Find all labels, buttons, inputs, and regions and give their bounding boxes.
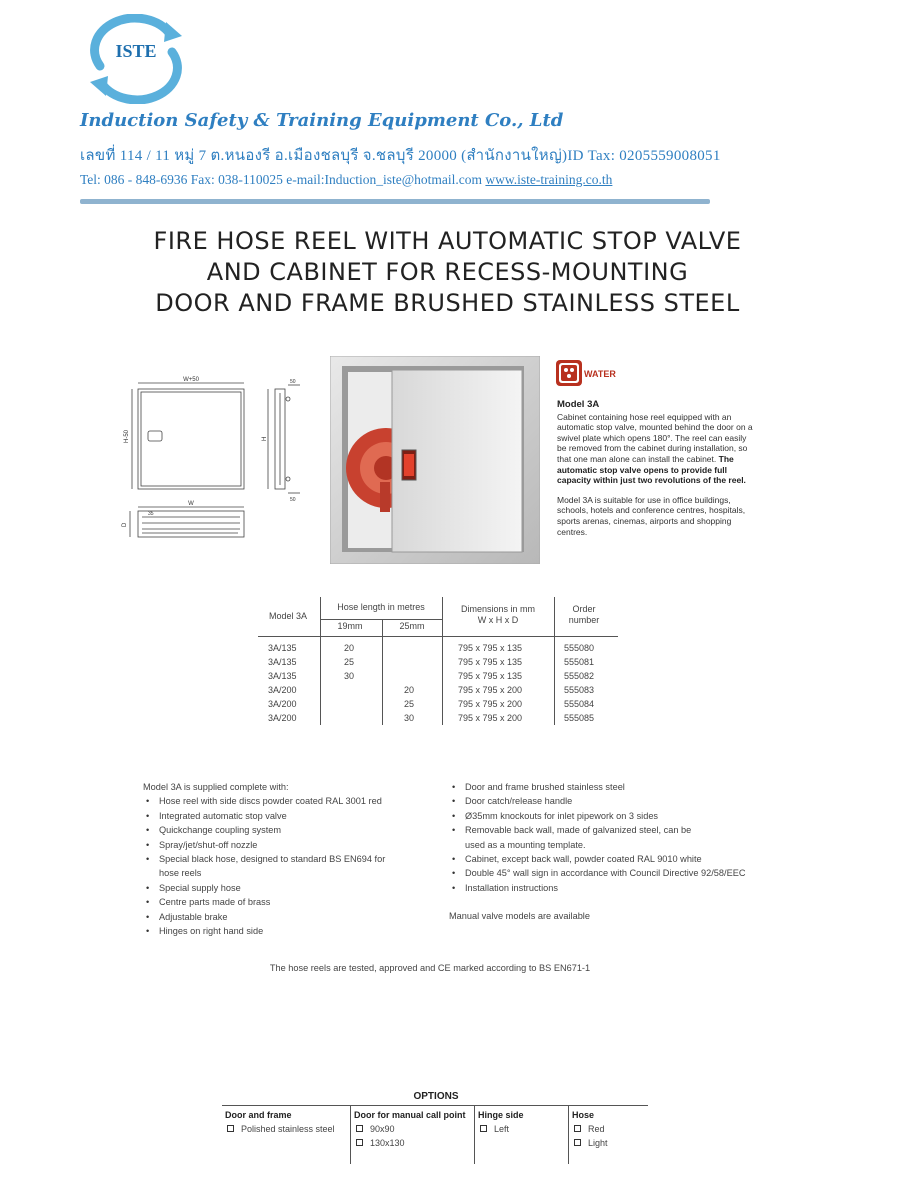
options-title: OPTIONS (413, 1091, 459, 1102)
list-item: • Cabinet, except back wall, powder coated RAL 9010 white (449, 852, 769, 866)
header-25mm: 25mm (399, 621, 425, 631)
document-title (60, 226, 835, 319)
description-text: Cabinet containing hose reel equipped with an automatic stop valve, mounted behind the door on a swivel plate which opens 180°. The reel can easily be removed from the cabinet during installation, so that one man alone can install the cabinet. (557, 411, 753, 464)
option-column-hose (568, 1106, 648, 1164)
contact-details: Tel: 086 - 848-6936 Fax: 038-110025 e-mail:Induction_iste@hotmail.com (80, 172, 486, 187)
header-model: Model 3A (268, 611, 308, 621)
checkbox-icon[interactable] (356, 1139, 363, 1146)
website-link[interactable]: www.iste-training.co.th (485, 172, 613, 187)
list-item: • Door catch/release handle (449, 794, 769, 808)
option-red-hose[interactable]: Red (572, 1122, 645, 1136)
option-column-door-frame (222, 1106, 350, 1164)
list-item: • Door and frame brushed stainless steel (449, 780, 769, 794)
description-paragraph-2: Model 3A is suitable for use in office buildings, schools, hotels and conference centres, hospitals, sports arenas, cinemas, airports and shopping centres. (557, 494, 746, 537)
description-highlight: The automatic stop valve opens to provide full capacity within just two revolutions of the reel. (557, 453, 746, 486)
drawing-label-w50: W+50 (183, 377, 199, 383)
drawing-label-w: W (188, 501, 194, 507)
spec-table-header (258, 597, 618, 637)
list-item: • Hose reel with side discs powder coated RAL 3001 red (143, 794, 433, 808)
option-130x130[interactable]: 130x130 (354, 1136, 471, 1150)
certification-note: The hose reels are tested, approved and CE marked according to BS EN671-1 (269, 963, 591, 973)
option-polished-stainless[interactable]: Polished stainless steel (225, 1122, 347, 1136)
table-row: 3A/200 20 795 x 795 x 200 555083 (268, 685, 595, 695)
header-hose-length: Hose length in metres (337, 602, 425, 612)
option-light-hose[interactable]: Light (572, 1136, 645, 1150)
drawing-label-50-bottom: 50 (290, 497, 296, 503)
drawing-label-h50: H-50 (124, 429, 130, 443)
checkbox-icon[interactable] (574, 1139, 581, 1146)
drawing-label-d: D (122, 522, 128, 527)
table-row: 3A/200 30 795 x 795 x 200 555085 (268, 713, 595, 723)
water-drop-icon (564, 368, 568, 372)
product-description (557, 400, 757, 546)
table-row: 3A/135 20 795 x 795 x 135 555080 (268, 643, 595, 653)
list-item: • Removable back wall, made of galvanized steel, can be used as a mounting template. (449, 823, 699, 852)
company-name: Induction Safety & Training Equipment Co., Ltd (80, 110, 564, 131)
option-column-hinge-side (474, 1106, 568, 1164)
option-left-hinge[interactable]: Left (478, 1122, 565, 1136)
header-order-sub: number (568, 615, 600, 625)
spec-table (258, 597, 618, 725)
manual-valve-note: Manual valve models are available (449, 911, 590, 922)
water-badge-text: WATER (584, 369, 616, 379)
technical-drawing (118, 375, 318, 550)
features-list-left (143, 794, 433, 938)
iste-logo (78, 14, 194, 104)
list-item: • Ø35mm knockouts for inlet pipework on 3 sides (449, 809, 769, 823)
list-item: • Special black hose, designed to standard BS EN694 for hose reels (143, 852, 393, 881)
features-right (449, 780, 769, 924)
features-list-right (449, 780, 769, 895)
water-badge (556, 358, 628, 388)
option-90x90[interactable]: 90x90 (354, 1122, 471, 1136)
logo-text: ISTE (115, 41, 157, 61)
features-intro: Model 3A is supplied complete with: (143, 782, 289, 792)
product-photo (330, 356, 540, 564)
title-line-1: FIRE HOSE REEL WITH AUTOMATIC STOP VALVE (153, 227, 742, 255)
drawing-label-35: 35 (148, 511, 154, 517)
list-item: • Special supply hose (143, 881, 433, 895)
company-contact (80, 172, 612, 188)
option-heading: Door for manual call point (354, 1110, 466, 1120)
title-line-2: AND CABINET FOR RECESS-MOUNTING (206, 258, 689, 286)
option-heading: Hose (572, 1110, 595, 1120)
list-item: • Adjustable brake (143, 910, 433, 924)
title-line-3: DOOR AND FRAME BRUSHED STAINLESS STEEL (155, 289, 740, 317)
header-order: Order (572, 604, 596, 614)
options-grid (222, 1105, 648, 1163)
option-column-door-call-point (350, 1106, 474, 1164)
company-address: เลขที่ 114 / 11 หมู่ 7 ต.หนองรี อ.เมืองชลบุรี จ.ชลบุรี 20000 (สำนักงานใหญ่)ID Tax: 0205559008051 (80, 148, 721, 164)
header-dimensions: Dimensions in mm (460, 604, 536, 614)
option-heading: Door and frame (225, 1110, 292, 1120)
list-item: • Hinges on right hand side (143, 924, 433, 938)
option-heading: Hinge side (478, 1110, 524, 1120)
model-heading: Model 3A (557, 399, 600, 410)
checkbox-icon[interactable] (356, 1125, 363, 1132)
list-item: • Quickchange coupling system (143, 823, 433, 837)
table-row: 3A/135 30 795 x 795 x 135 555082 (268, 671, 595, 681)
table-row: 3A/200 25 795 x 795 x 200 555084 (268, 699, 595, 709)
drawing-label-h: H (262, 436, 268, 441)
header-dimensions-sub: W x H x D (477, 615, 519, 625)
features-left (143, 780, 433, 938)
description-paragraph-1 (557, 412, 757, 486)
checkbox-icon[interactable] (227, 1125, 234, 1132)
list-item: • Centre parts made of brass (143, 895, 433, 909)
list-item: • Installation instructions (449, 881, 769, 895)
options-table (222, 1091, 648, 1163)
header-19mm: 19mm (337, 621, 363, 631)
checkbox-icon[interactable] (574, 1125, 581, 1132)
table-row: 3A/135 25 795 x 795 x 135 555081 (268, 657, 595, 667)
list-item: • Spray/jet/shut-off nozzle (143, 838, 433, 852)
list-item: • Integrated automatic stop valve (143, 809, 433, 823)
checkbox-icon[interactable] (480, 1125, 487, 1132)
header-divider (80, 199, 710, 204)
drawing-label-50-top: 50 (290, 379, 296, 385)
list-item: • Double 45° wall sign in accordance with Council Directive 92/58/EEC (449, 866, 749, 880)
spec-table-body (258, 641, 618, 725)
